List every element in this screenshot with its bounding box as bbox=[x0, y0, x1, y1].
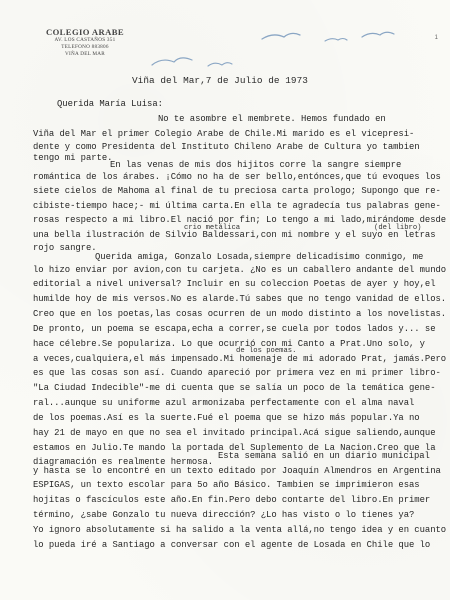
typed-overstrike: crio metálica bbox=[184, 224, 241, 232]
text-line: hojitas o fascículos este año.En fin.Pero debo contarte del libro.En primer bbox=[33, 495, 431, 505]
text-line: estamos en Julio.Te mando la portada del Suplemento de La Nacion.Creo que la bbox=[33, 443, 436, 453]
letterhead-city: VIÑA DEL MAR bbox=[65, 51, 105, 58]
text-line: De pronto, un poema se escapa,echa a correr,se cuela por todos lados y... se bbox=[33, 324, 436, 334]
seagull-2 bbox=[208, 63, 232, 66]
seagull-4 bbox=[325, 39, 347, 42]
text-line: ral...aunque su uniforme azul armonizaba perfectamente con el alma naval bbox=[33, 398, 415, 408]
typed-overstrike: de los poemas. bbox=[236, 347, 297, 355]
text-line: y hasta se lo encontré en un texto editado por Joaquín Almendros en Argentina bbox=[33, 466, 441, 476]
text-line: Creo que en los poetas,las cosas ocurren de un modo distinto a los novelistas. bbox=[33, 309, 447, 319]
text-line: "La Ciudad Indecible"-me di cuenta que se salía un poco de la temática gene- bbox=[33, 383, 436, 393]
text-line: a veces,cualquiera,el más impensado.Mi homenaje de mi adorado Prat, jamás.Pero bbox=[33, 354, 447, 364]
text-line: hace célebre.Se populariza. Lo que ocurrió con mi Canto a Prat.Uno solo, y bbox=[33, 339, 425, 349]
text-line: No te asombre el membrete. Hemos fundado en bbox=[158, 114, 386, 124]
text-line: tengo mi parte. bbox=[33, 153, 113, 163]
text-line: Querida María Luisa: bbox=[57, 99, 163, 109]
text-line: dente y como Presidenta del Instituto Chileno Arabe de Cultura yo tambien bbox=[33, 142, 420, 152]
text-line: siete cielos de Mahoma al final de tu preciosa carta prologo; Supongo que re- bbox=[33, 186, 441, 196]
letterhead-address: AV. LOS CASTAÑOS 351 bbox=[54, 37, 116, 43]
text-line: hay 21 de mayo en que no sea el invitado principal.Acá sigue saliendo,aunque bbox=[33, 428, 436, 438]
text-line: es que las cosas son así. Cuando apareció por primera vez en mi primer libro- bbox=[33, 368, 441, 378]
text-line: cibiste-tiempo hace;- mi última carta.En ella te agradecía tus palabras gene- bbox=[33, 201, 441, 211]
letterhead bbox=[32, 27, 138, 59]
corner-mark: 1 bbox=[434, 35, 438, 41]
text-line: Yo ignoro absolutamente si ha salido a la venta allá,no tengo idea y en cuanto bbox=[33, 525, 447, 535]
text-line: editorial a nivel universal? Incluir en su coleccion Poetas de ayer y hoy,el bbox=[33, 279, 436, 289]
seagull-3 bbox=[262, 33, 300, 39]
text-line: diagramación es realmente hermosa. bbox=[33, 457, 214, 467]
typed-overstrike: (del libro) bbox=[374, 224, 422, 232]
date-line: Viña del Mar,7 de Julio de 1973 bbox=[132, 75, 308, 86]
text-line: rojo sangre. bbox=[33, 243, 97, 253]
text-line: lo hizo enviar por avion,con tu carjeta. ¿No es un caballero andante del mundo bbox=[33, 265, 447, 275]
text-line: romántica de los árabes. ¡Cómo no ha de ser bello,entónces,que tú evoques los bbox=[33, 172, 441, 182]
seagull-1 bbox=[152, 58, 192, 65]
text-line: En las venas de mis dos hijitos corre la sangre siempre bbox=[110, 160, 402, 170]
text-line: Querida amiga, Gonzalo Losada,siempre delicadísimo conmigo, me bbox=[95, 252, 424, 262]
text-line: humilde hoy de mis versos.No es alarde.Tú sabes que no tengo vanidad de ellos. bbox=[33, 294, 447, 304]
text-line: término, ¿sabe Gonzalo tu nueva dirección? ¿Lo has visto o lo tienes ya? bbox=[33, 510, 415, 520]
text-line: rosas respecto a mi libro.El nació por fin; Lo tengo a mi lado,mirándome desde bbox=[33, 215, 447, 225]
text-line: de los poemas.Así es la suerte.Fué el poema que se hizo más popular.Ya no bbox=[33, 413, 420, 423]
letterhead-phone: TELEFONO 883806 bbox=[61, 44, 109, 51]
seagull-5 bbox=[362, 32, 394, 37]
letterhead-name: COLEGIO ARABE bbox=[45, 27, 125, 37]
text-line: ESPIGAS, un texto escolar para 5o año Básico. Tambien se imprimieron esas bbox=[33, 480, 420, 490]
text-line: lo pueda iré a Santiago a conversar con el agente de Losada en Chile que lo bbox=[33, 540, 431, 550]
text-line: una bella ilustración de Silvio Baldessari,con mi nombre y el suyo en letras bbox=[33, 230, 436, 240]
text-line: Esta semana salió en un diario municipal bbox=[218, 451, 430, 461]
text-line: Viña del Mar el primer Colegio Arabe de Chile.Mi marido es el vicepresi- bbox=[33, 129, 415, 139]
